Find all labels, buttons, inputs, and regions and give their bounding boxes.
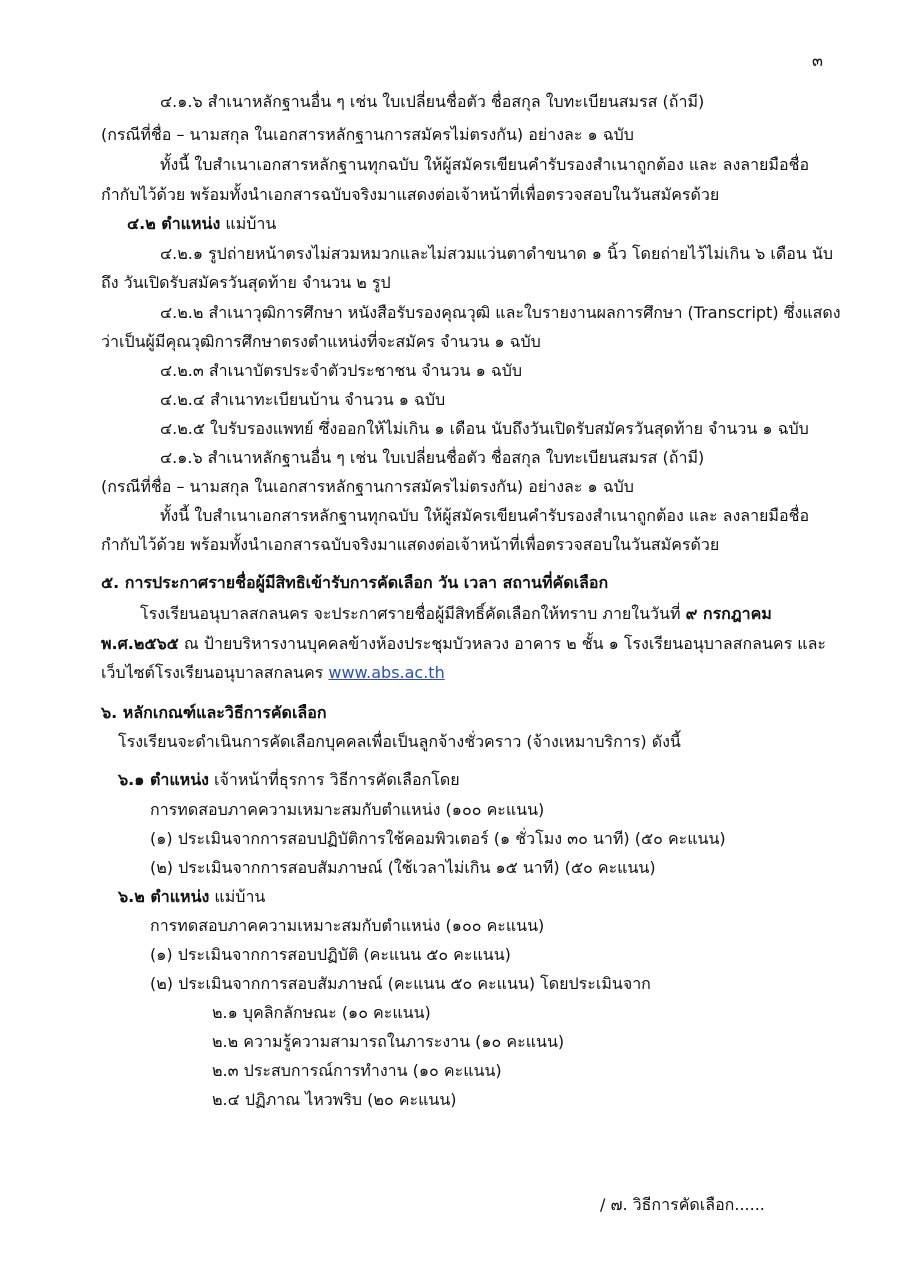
announcement-date: ๙ กรกฎาคม — [685, 604, 772, 623]
text-line: ๒.๔ ปฏิภาณ ไหวพริบ (๒๐ คะแนน) — [212, 1090, 457, 1109]
heading-value: แม่บ้าน — [220, 214, 277, 233]
heading-label: ๖.๒ ตำแหน่ง — [118, 887, 210, 906]
text-line: ถึง วันเปิดรับสมัครวันสุดท้าย จำนวน ๒ รูป — [101, 273, 391, 292]
announcement-year: พ.ศ.๒๕๖๕ — [101, 634, 179, 653]
text-line: ทั้งนี้ ใบสำเนาเอกสารหลักฐานทุกฉบับ ให้ผู้สมัครเขียนคำรับรองสำเนาถูกต้อง และ ลงลายมือชื่อ — [160, 155, 810, 174]
text-line: การทดสอบภาคความเหมาะสมกับตำแหน่ง (๑๐๐ คะแนน) — [150, 916, 545, 935]
text-line: (๑) ประเมินจากการสอบปฏิบัติ (คะแนน ๕๐ คะแนน) — [150, 945, 511, 964]
text-line: โรงเรียนจะดำเนินการคัดเลือกบุคคลเพื่อเป็นลูกจ้างชั่วคราว (จ้างเหมาบริการ) ดังนี้ — [118, 732, 681, 751]
text-line: (๑) ประเมินจากการสอบปฏิบัติการใช้คอมพิวเตอร์ (๑ ชั่วโมง ๓๐ นาที) (๕๐ คะแนน) — [150, 829, 726, 848]
text-line: ๔.๒.๕ ใบรับรองแพทย์ ซึ่งออกให้ไม่เกิน ๑ เดือน นับถึงวันเปิดรับสมัครวันสุดท้าย จำนวน ๑ ฉบับ — [160, 419, 809, 438]
text-line: กำกับไว้ด้วย พร้อมทั้งนำเอกสารฉบับจริงมาแสดงต่อเจ้าหน้าที่เพื่อตรวจสอบในวันสมัครด้วย — [101, 535, 720, 554]
section-6-2-heading — [118, 886, 265, 908]
text-line: (กรณีที่ชื่อ – นามสกุล ในเอกสารหลักฐานการสมัครไม่ตรงกัน) อย่างละ ๑ ฉบับ — [101, 477, 634, 496]
text-line — [101, 633, 826, 655]
heading-label: ๔.๒ ตำแหน่ง — [127, 214, 221, 233]
text-line: ๒.๑ บุคลิกลักษณะ (๑๐ คะแนน) — [212, 1003, 431, 1022]
text-line: ๔.๑.๖ สำเนาหลักฐานอื่น ๆ เช่น ใบเปลี่ยนชื่อตัว ชื่อสกุล ใบทะเบียนสมรส (ถ้ามี) — [160, 448, 705, 467]
text-line: (กรณีที่ชื่อ – นามสกุล ในเอกสารหลักฐานการสมัครไม่ตรงกัน) อย่างละ ๑ ฉบับ — [101, 125, 634, 144]
section-6-1-heading — [118, 769, 460, 791]
text-part: เว็บไซต์โรงเรียนอนุบาลสกลนคร — [101, 663, 329, 682]
text-line: ทั้งนี้ ใบสำเนาเอกสารหลักฐานทุกฉบับ ให้ผู้สมัครเขียนคำรับรองสำเนาถูกต้อง และ ลงลายมือชื่อ — [160, 506, 810, 525]
text-line — [101, 662, 445, 684]
section-5-heading: ๕. การประกาศรายชื่อผู้มีสิทธิเข้ารับการคัดเลือก วัน เวลา สถานที่คัดเลือก — [101, 573, 609, 592]
text-line: ว่าเป็นผู้มีคุณวุฒิการศึกษาตรงตำแหน่งที่จะสมัคร จำนวน ๑ ฉบับ — [101, 332, 541, 351]
heading-value: แม่บ้าน — [209, 887, 266, 906]
text-line: การทดสอบภาคความเหมาะสมกับตำแหน่ง (๑๐๐ คะแนน) — [150, 800, 545, 819]
text-line: (๒) ประเมินจากการสอบสัมภาษณ์ (ใช้เวลาไม่เกิน ๑๕ นาที) (๕๐ คะแนน) — [150, 858, 656, 877]
text-line: ๔.๒.๒ สำเนาวุฒิการศึกษา หนังสือรับรองคุณวุฒิ และใบรายงานผลการศึกษา (Transcript) ซึ่งแสดง — [160, 303, 841, 322]
text-line: กำกับไว้ด้วย พร้อมทั้งนำเอกสารฉบับจริงมาแสดงต่อเจ้าหน้าที่เพื่อตรวจสอบในวันสมัครด้วย — [101, 185, 720, 204]
section-4-2-heading — [127, 213, 276, 235]
text-line: ๔.๒.๓ สำเนาบัตรประจำตัวประชาชน จำนวน ๑ ฉบับ — [160, 361, 523, 380]
text-line: ๒.๓ ประสบการณ์การทำงาน (๑๐ คะแนน) — [212, 1061, 502, 1080]
heading-value: เจ้าหน้าที่ธุรการ วิธีการคัดเลือกโดย — [208, 770, 460, 789]
text-line: ๔.๒.๔ สำเนาทะเบียนบ้าน จำนวน ๑ ฉบับ — [160, 390, 446, 409]
heading-label: ๖.๑ ตำแหน่ง — [118, 770, 209, 789]
text-part: โรงเรียนอนุบาลสกลนคร จะประกาศรายชื่อผู้มีสิทธิ์คัดเลือกให้ทราบ ภายในวันที่ — [140, 604, 686, 623]
text-line: ๒.๒ ความรู้ความสามารถในภาระงาน (๑๐ คะแนน) — [212, 1032, 565, 1051]
text-line: ๔.๑.๖ สำเนาหลักฐานอื่น ๆ เช่น ใบเปลี่ยนชื่อตัว ชื่อสกุล ใบทะเบียนสมรส (ถ้ามี) — [160, 92, 705, 111]
website-link[interactable]: www.abs.ac.th — [328, 663, 445, 682]
text-line — [140, 603, 772, 625]
text-line: (๒) ประเมินจากการสอบสัมภาษณ์ (คะแนน ๕๐ คะแนน) โดยประเมินจาก — [150, 974, 651, 993]
page-number: ๓ — [812, 51, 823, 70]
section-6-heading: ๖. หลักเกณฑ์และวิธีการคัดเลือก — [101, 703, 327, 722]
text-part: ณ ป้ายบริหารงานบุคคลข้างห้องประชุมบัวหลวง อาคาร ๒ ชั้น ๑ โรงเรียนอนุบาลสกลนคร และ — [178, 634, 826, 653]
next-page-reference: / ๗. วิธีการคัดเลือก...... — [600, 1195, 765, 1214]
text-line: ๔.๒.๑ รูปถ่ายหน้าตรงไม่สวมหมวกและไม่สวมแว่นตาดำขนาด ๑ นิ้ว โดยถ่ายไว้ไม่เกิน ๖ เดือน นับ — [160, 244, 833, 263]
